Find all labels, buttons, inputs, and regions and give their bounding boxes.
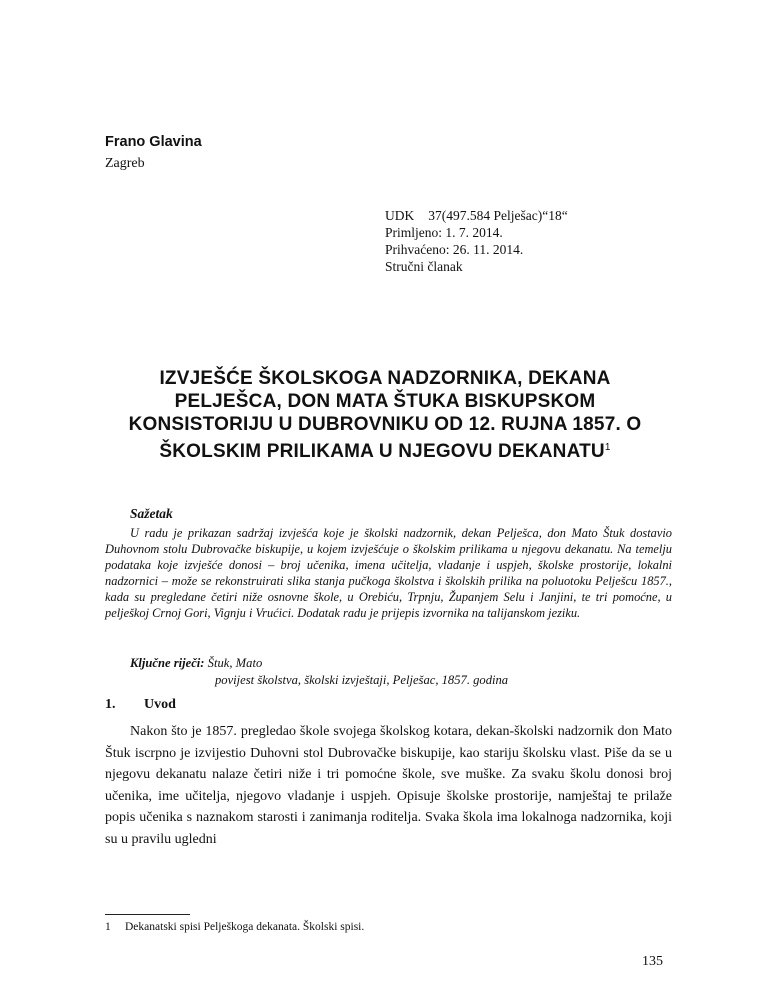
abstract-text: U radu je prikazan sadržaj izvješća koje je školski nadzornik, dekan Pelješca, don Mato Štuk dostavio Duhovnom stolu Dubrovačke biskupije, u kojem izvješćuje o školskim prilikama u njegovu dekanatu. Na temelju podataka koje izvješće donosi – broj učenika, imena učitelja, vladanje i uspjeh, školske prostorije, lokalni nadzornici – može se rekonstruirati slika stanja pučkoga školstva i školskih prilika na poluotoku Pelješcu 1857., kada su pregledane četiri niže osnovne škole, u Orebiću, Trpnju, Županjem Selu i Janjini, te tri pomoćne, u pelješkoj Crnoj Gori, Vignju i Vrućici. Dodatak radu je prijepis izvornika na talijanskom jeziku.: [105, 526, 672, 620]
section-title: Uvod: [144, 697, 176, 712]
author-affiliation: Zagreb: [105, 156, 145, 171]
section-number: 1.: [105, 697, 116, 712]
title-line-4-text: ŠKOLSKIM PRILIKAMA U NJEGOVU DEKANATU: [159, 441, 605, 462]
keywords-line-1: [130, 655, 508, 672]
abstract-body: [105, 525, 672, 621]
accepted-date: Prihvaćeno: 26. 11. 2014.: [385, 242, 524, 257]
article-type: Stručni članak: [385, 259, 463, 274]
keywords: [130, 655, 508, 689]
footnote-number: 1: [105, 921, 111, 933]
title-footnote-mark[interactable]: 1: [604, 442, 611, 453]
author-name: Frano Glavina: [105, 134, 202, 150]
article-meta: [385, 207, 568, 275]
keywords-value-1: Štuk, Mato: [207, 656, 263, 670]
body-paragraph: Nakon što je 1857. pregledao škole svojega školskog kotara, dekan-školski nadzornik don Mato Štuk iscrpno je izvijestio Duhovni stol Dubrovačke biskupije, kao stariju školsku vlast. Piše da se u njegovu dekanatu nalaze četiri niže i tri pomoćne škole, sve muške. Za svaku školu donosi broj učenika, ime učitelja, njegovo vladanje i uspjeh. Opisuje školske prostorije, namještaj te prilaže popis učenika s naznakom starosti i zanimanja roditelja. Svaka škola ima lokalnoga nadzornika, koji su u pravilu ugledni: [105, 724, 672, 847]
abstract-heading: Sažetak: [130, 506, 173, 521]
udk-label: UDK: [385, 208, 415, 223]
page-number: 135: [642, 954, 663, 969]
title-line-1: IZVJEŠĆE ŠKOLSKOGA NADZORNIKA, DEKANA: [159, 368, 611, 389]
footnote-divider: [105, 914, 190, 915]
udk-line: [385, 207, 568, 224]
footnote-text: Dekanatski spisi Pelješkoga dekanata. Školski spisi.: [125, 921, 365, 933]
footnote: [105, 921, 364, 933]
udk-code: 37(497.584 Pelješac)“18“: [428, 208, 568, 223]
title-line-2: PELJEŠCA, DON MATA ŠTUKA BISKUPSKOM: [174, 391, 596, 412]
title-line-3: KONSISTORIJU U DUBROVNIKU OD 12. RUJNA 1857. O: [128, 414, 642, 435]
title-line-4: [105, 436, 665, 463]
article-title: [105, 367, 665, 463]
section-body: [105, 721, 672, 850]
received-date: Primljeno: 1. 7. 2014.: [385, 225, 503, 240]
keywords-value-2: povijest školstva, školski izvještaji, Pelješac, 1857. godina: [215, 673, 509, 687]
keywords-label: Ključne riječi:: [130, 656, 205, 670]
